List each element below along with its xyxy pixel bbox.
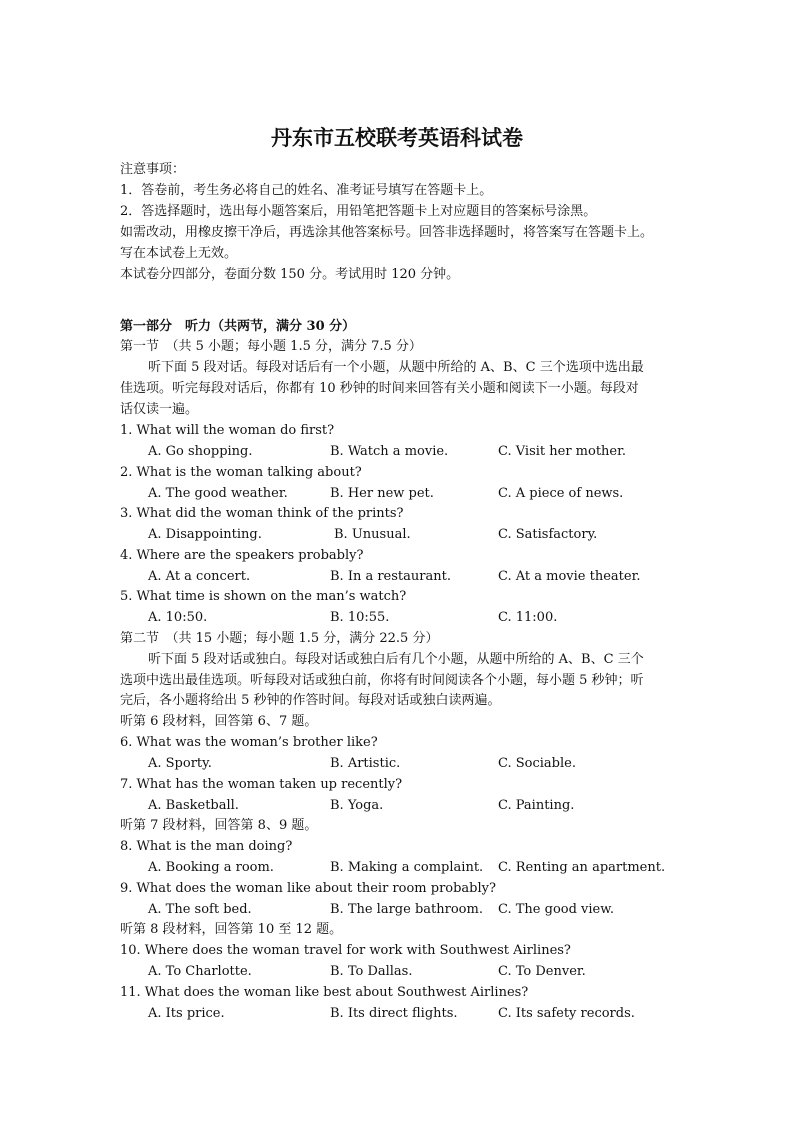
question-11: 11. What does the woman like best about Southwest Airlines? [120,985,529,1000]
option-b: B. Artistic. [330,756,401,771]
material-6-label: 听第 6 段材料，回答第 6、7 题。 [120,714,318,729]
option-a: A. Disappointing. [148,527,262,542]
question-7: 7. What has the woman taken up recently? [120,777,403,792]
section2-instructions: 听下面 5 段对话或独白。每段对话或独白后有几个小题，从题中所给的 A、B、C 三个 [148,652,644,667]
option-c: C. The good view. [498,902,614,917]
section1-instructions: 佳选项。听完每段对话后，你都有 10 秒钟的时间来回答有关小题和阅读下一小题。每段对 [120,381,639,396]
option-b: B. To Dallas. [330,964,413,979]
question-10: 10. Where does the woman travel for work with Southwest Airlines? [120,943,571,958]
option-c: C. Its safety records. [498,1006,635,1021]
option-b: B. Unusual. [334,527,411,542]
option-b: B. 10:55. [330,610,390,625]
option-b: B. Her new pet. [330,486,434,501]
option-c: C. Sociable. [498,756,576,771]
option-a: A. Its price. [148,1006,225,1021]
option-b: B. Its direct flights. [330,1006,458,1021]
notice-item-1: 1．答卷前，考生务必将自己的姓名、准考证号填写在答题卡上。 [120,183,493,198]
option-c: C. To Denver. [498,964,586,979]
option-a: A. Go shopping. [148,444,253,459]
section1-instructions: 听下面 5 段对话。每段对话后有一个小题，从题中所给的 A、B、C 三个选项中选出最 [148,360,644,375]
option-c: C. Renting an apartment. [498,860,666,875]
notice-item-2: 2．答选择题时，选出每小题答案后，用铅笔把答题卡上对应题目的答案标号涂黑。 [120,204,597,219]
option-c: C. At a movie theater. [498,569,641,584]
option-a: A. 10:50. [148,610,208,625]
option-b: B. Watch a movie. [330,444,449,459]
option-c: C. Satisfactory. [498,527,598,542]
page-title: 丹东市五校联考英语科试卷 [271,125,523,150]
option-c: C. 11:00. [498,610,558,625]
section1-heading: 第一节 （共 5 小题；每小题 1.5 分，满分 7.5 分） [120,339,422,354]
option-b: B. In a restaurant. [330,569,451,584]
option-b: B. Making a complaint. [330,860,484,875]
section1-instructions: 话仅读一遍。 [120,402,199,417]
section2-instructions: 选项中选出最佳选项。听每段对话或独白前，你将有时间阅读各个小题，每小题 5 秒钟；听 [120,673,644,688]
option-a: A. The soft bed. [148,902,252,917]
question-1: 1. What will the woman do first? [120,423,335,438]
question-9: 9. What does the woman like about their room probably? [120,881,496,896]
question-5: 5. What time is shown on the man’s watch? [120,589,407,604]
question-4: 4. Where are the speakers probably? [120,548,364,563]
option-a: A. At a concert. [148,569,251,584]
notice-item-2-cont: 写在本试卷上无效。 [120,246,238,261]
notice-item-2-cont: 如需改动，用橡皮擦干净后，再选涂其他答案标号。回答非选择题时，将答案写在答题卡上。 [120,225,654,240]
option-a: A. Basketball. [148,798,239,813]
material-8-label: 听第 8 段材料，回答第 10 至 12 题。 [120,922,343,937]
question-6: 6. What was the woman’s brother like? [120,735,378,750]
notice-heading: 注意事项： [120,162,186,177]
option-a: A. Booking a room. [148,860,274,875]
option-b: B. Yoga. [330,798,384,813]
question-3: 3. What did the woman think of the prints? [120,506,404,521]
section2-instructions: 完后，各小题将给出 5 秒钟的作答时间。每段对话或独白读两遍。 [120,693,501,708]
option-a: A. To Charlotte. [148,964,252,979]
option-c: C. Painting. [498,798,575,813]
question-8: 8. What is the man doing? [120,839,293,854]
material-7-label: 听第 7 段材料，回答第 8、9 题。 [120,818,318,833]
section2-heading: 第二节 （共 15 小题；每小题 1.5 分，满分 22.5 分） [120,631,439,646]
option-c: C. Visit her mother. [498,444,627,459]
notice-item-3: 本试卷分四部分，卷面分数 150 分。考试用时 120 分钟。 [120,267,460,282]
option-a: A. The good weather. [148,486,288,501]
option-a: A. Sporty. [148,756,212,771]
question-2: 2. What is the woman talking about? [120,465,362,480]
part1-heading: 第一部分 听力（共两节，满分 30 分） [120,319,356,334]
option-b: B. The large bathroom. [330,902,483,917]
option-c: C. A piece of news. [498,486,624,501]
